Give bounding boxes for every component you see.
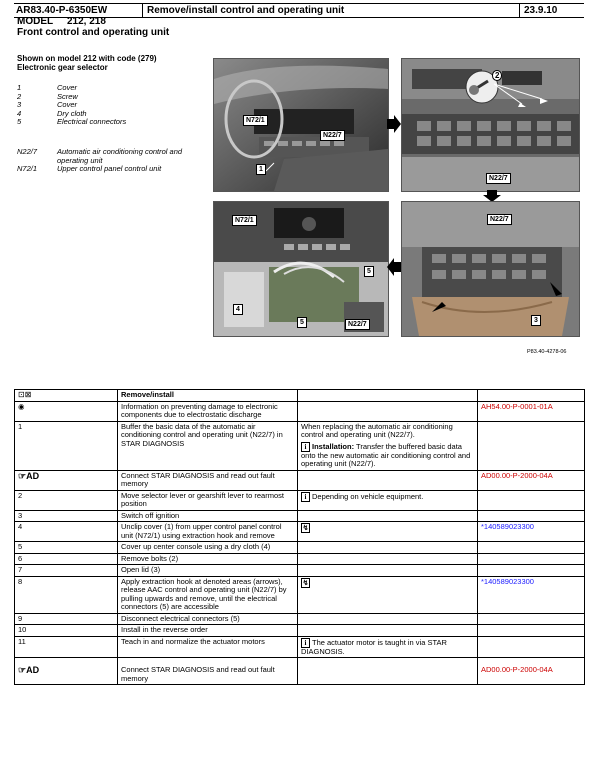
info-icon: i	[301, 492, 310, 502]
fig-label: 3	[531, 315, 541, 326]
page-subtitle: Front control and operating unit	[17, 27, 170, 38]
ad-reference-icon: ☞AD	[15, 658, 118, 685]
step-text: Connect STAR DIAGNOSIS and read out fault memory	[118, 658, 298, 685]
table-row	[15, 636, 585, 658]
step-text: Apply extraction hook at denoted areas (arrows), release AAC control and operating unit (N22/7) by pulling upwards and remove, until the electrical connectors (5) are accessible	[118, 576, 298, 613]
info-icon: i	[301, 442, 310, 452]
step-ref-link[interactable]: AD00.00-P-2000-04A	[478, 470, 585, 490]
fig-label: N22/7	[486, 173, 511, 184]
step-text: Remove bolts (2)	[118, 553, 298, 565]
step-note: When replacing the automatic air conditioning control and operating unit (N22/7). i Installation: Transfer the buffered basic data onto the new automatic air conditioning control and operating unit (N22/7).	[298, 421, 478, 470]
tool-ref-link[interactable]: *140589023300	[478, 576, 585, 613]
step-number: 2	[15, 490, 118, 510]
tool-icon: ↯	[302, 524, 309, 532]
fig-label: N22/7	[487, 214, 512, 225]
model-label: MODEL	[17, 16, 54, 27]
step-number: 8	[15, 576, 118, 613]
step-text: Switch off ignition	[118, 510, 298, 522]
fig-label: N72/1	[243, 115, 268, 126]
table-row	[15, 565, 585, 577]
figure-reference: P83.40-4278-06	[527, 349, 567, 355]
shown-on-line: Electronic gear selector	[17, 63, 108, 72]
table-row	[15, 658, 585, 685]
photo-control-unit-screws	[401, 58, 580, 192]
table-row	[15, 470, 585, 490]
step-note: i The actuator motor is taught in via STAR DIAGNOSIS.	[298, 636, 478, 658]
step-number: 7	[15, 565, 118, 577]
fig-label: 5	[364, 266, 374, 277]
legend-item: 5 Electrical connectors	[17, 117, 127, 126]
arrow-right-icon	[387, 115, 401, 133]
step-text: Buffer the basic data of the automatic air conditioning control and operating unit (N22/7) in STAR DIAGNOSIS	[118, 421, 298, 470]
expand-collapse-icons[interactable]: ⊡⊠	[15, 390, 118, 402]
info-icon: i	[301, 638, 310, 648]
step-text: Information on preventing damage to electronic components due to electrostatic discharge	[118, 401, 298, 421]
step-text: Install in the reverse order	[118, 625, 298, 637]
fig-label: N72/1	[232, 215, 257, 226]
fig-label: 1	[256, 164, 266, 175]
step-note: i Depending on vehicle equipment.	[298, 490, 478, 510]
fig-label: 5	[297, 317, 307, 328]
shown-on-line: Shown on model 212 with code (279)	[17, 54, 157, 63]
fig-label: 2	[492, 70, 502, 81]
legend-code-item: N72/1 Upper control panel control unit	[17, 164, 162, 173]
table-row	[15, 490, 585, 510]
photo-dashboard-overview	[213, 58, 389, 192]
legend-item: 1 Cover	[17, 83, 78, 92]
table-header-row	[15, 390, 585, 402]
step-text: Cover up center console using a dry cloth (4)	[118, 542, 298, 554]
step-number: 4	[15, 522, 118, 542]
step-ref-link[interactable]: AD00.00-P-2000-04A	[478, 658, 585, 685]
step-ref-link[interactable]: AH54.00-P-0001-01A	[478, 401, 585, 421]
table-row	[15, 510, 585, 522]
step-number: 11	[15, 636, 118, 658]
step-number: 5	[15, 542, 118, 554]
legend-item: 2 Screw	[17, 91, 78, 101]
step-text: Move selector lever or gearshift lever to rearmost position	[118, 490, 298, 510]
arrow-left-icon	[387, 258, 401, 276]
procedure-table	[14, 389, 585, 685]
tool-icon: ↯	[302, 578, 309, 587]
legend-item: 4 Dry cloth	[17, 108, 87, 118]
model-line	[17, 16, 106, 27]
step-text: Connect STAR DIAGNOSIS and read out fault memory	[118, 470, 298, 490]
model-value: 212, 218	[67, 16, 106, 27]
step-text: Disconnect electrical connectors (5)	[118, 613, 298, 625]
step-text: Open lid (3)	[118, 565, 298, 577]
table-row	[15, 553, 585, 565]
fig-label: 4	[233, 304, 243, 315]
doc-title: Remove/install control and operating unit	[147, 5, 345, 16]
table-row	[15, 401, 585, 421]
table-row	[15, 421, 585, 470]
legend-item: 3 Cover	[17, 100, 78, 109]
legend-code-item: N22/7 Automatic air conditioning control and operating unit	[17, 147, 183, 165]
legend-list	[17, 84, 126, 127]
step-number: 3	[15, 510, 118, 522]
step-esd-icon: ◉	[15, 401, 118, 421]
table-header-label: Remove/install	[118, 390, 298, 402]
ad-reference-icon: ☞AD	[15, 470, 118, 490]
table-row	[15, 613, 585, 625]
table-row	[15, 542, 585, 554]
doc-id: AR83.40-P-6350EW	[16, 5, 108, 16]
table-row	[15, 576, 585, 613]
doc-date: 23.9.10	[524, 5, 558, 16]
fig-label: N22/7	[320, 130, 345, 141]
legend-codes	[17, 148, 197, 174]
step-number: 10	[15, 625, 118, 637]
step-text: Teach in and normalize the actuator motors	[118, 636, 298, 658]
step-number: 1	[15, 421, 118, 470]
tool-ref-link[interactable]: *140589023300	[478, 522, 585, 542]
step-number: 6	[15, 553, 118, 565]
shown-on-note	[17, 54, 157, 72]
table-row	[15, 522, 585, 542]
step-number: 9	[15, 613, 118, 625]
step-text: Unclip cover (1) from upper control panel control unit (N72/1) using extraction hook and remove	[118, 522, 298, 542]
table-row	[15, 625, 585, 637]
fig-label: N22/7	[345, 319, 370, 330]
